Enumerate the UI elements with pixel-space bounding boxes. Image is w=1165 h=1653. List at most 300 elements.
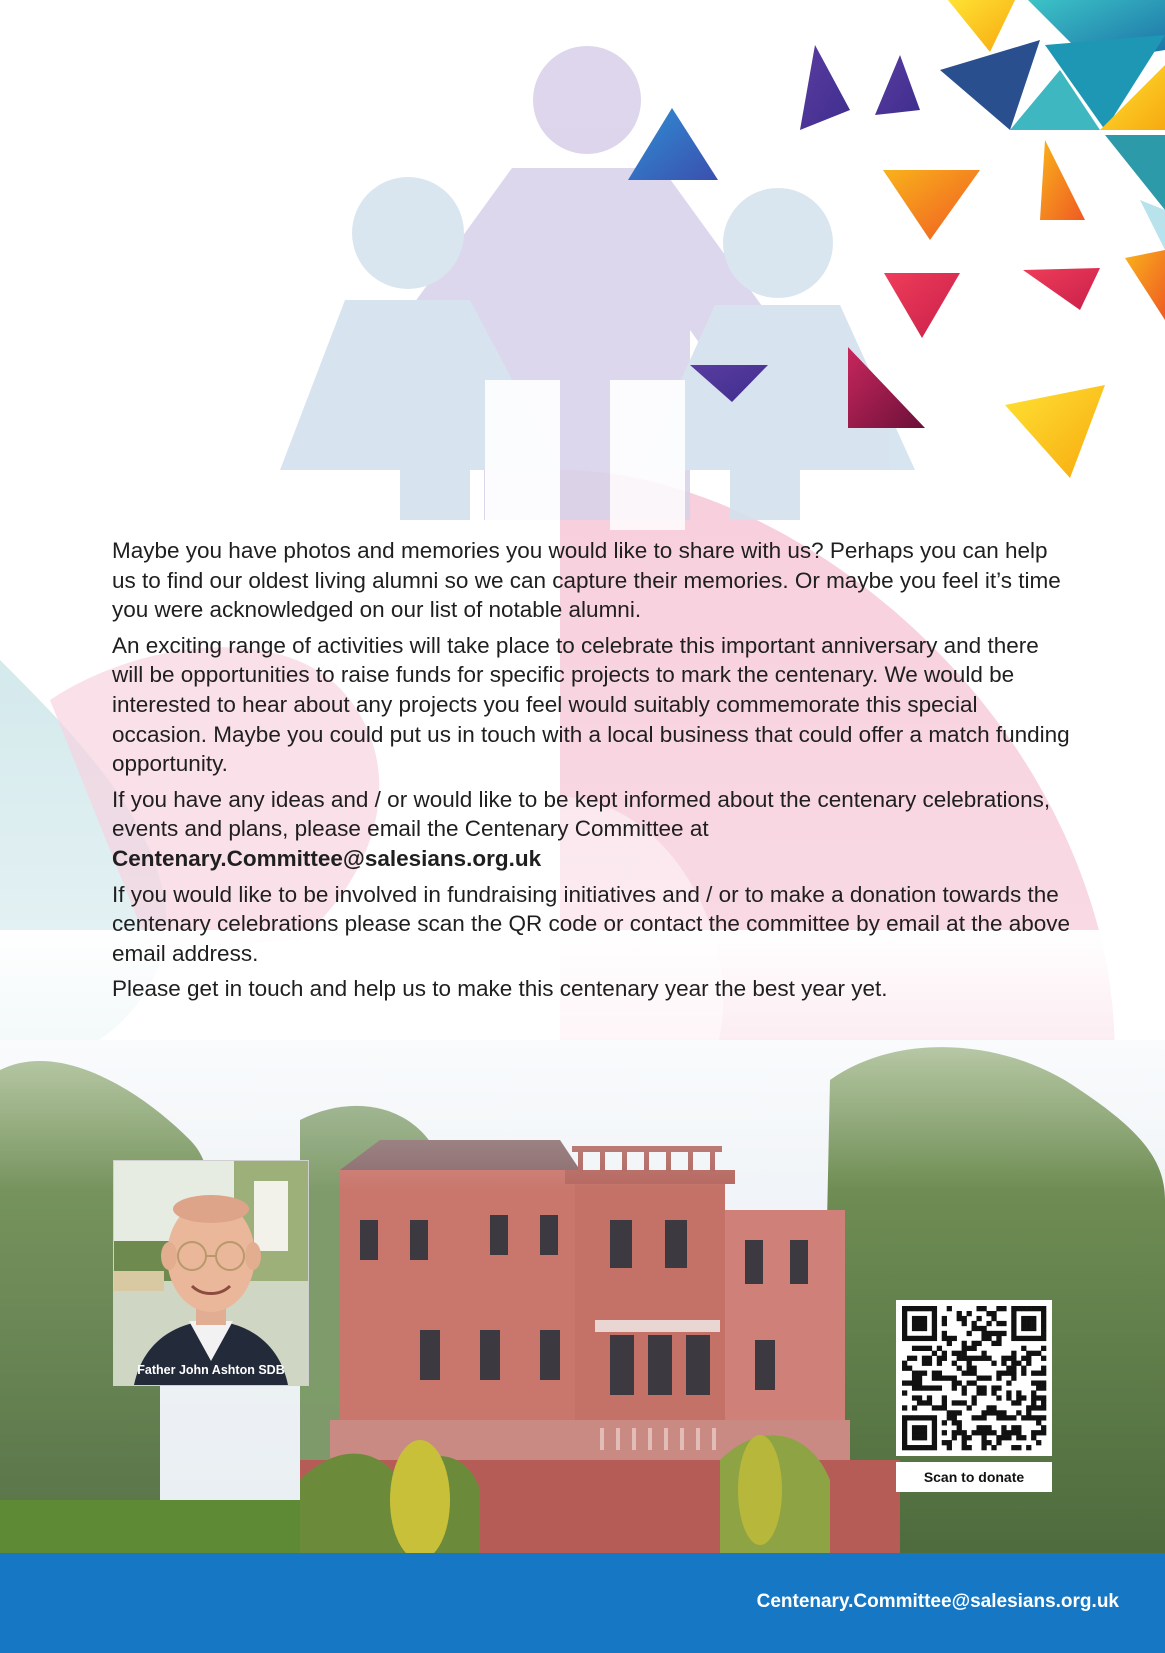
qr-module	[981, 1356, 986, 1361]
qr-module	[932, 1311, 937, 1316]
qr-module	[1021, 1321, 1026, 1326]
qr-module	[967, 1366, 972, 1371]
qr-module	[922, 1435, 927, 1440]
qr-module	[1001, 1371, 1006, 1376]
qr-module	[912, 1316, 917, 1321]
qr-module	[1016, 1425, 1021, 1430]
qr-module	[942, 1376, 947, 1381]
qr-module	[986, 1405, 991, 1410]
qr-module	[1011, 1425, 1016, 1430]
qr-module	[937, 1376, 942, 1381]
qr-module	[917, 1346, 922, 1351]
qr-module	[932, 1445, 937, 1450]
qr-module	[927, 1336, 932, 1341]
qr-module	[1041, 1405, 1046, 1410]
qr-module	[972, 1430, 977, 1435]
qr-module	[976, 1430, 981, 1435]
contact-text: If you have any ideas and / or would like to be kept informed about the centenary celebrations, events and plans, please email the Centenary Committee at	[112, 786, 1051, 842]
qr-module	[996, 1341, 1001, 1346]
qr-module	[972, 1356, 977, 1361]
qr-module	[937, 1405, 942, 1410]
qr-module	[922, 1400, 927, 1405]
qr-module	[976, 1376, 981, 1381]
qr-module	[1031, 1380, 1036, 1385]
qr-module	[967, 1435, 972, 1440]
qr-module	[1001, 1425, 1006, 1430]
qr-module	[1011, 1331, 1016, 1336]
qr-module	[1041, 1346, 1046, 1351]
qr-module	[1036, 1440, 1041, 1445]
qr-module	[962, 1385, 967, 1390]
qr-module	[902, 1415, 907, 1420]
qr-module	[991, 1390, 996, 1395]
qr-module	[996, 1395, 1001, 1400]
qr-module	[902, 1326, 907, 1331]
qr-module	[922, 1346, 927, 1351]
qr-module	[1011, 1306, 1016, 1311]
qr-module	[967, 1380, 972, 1385]
qr-module	[1041, 1430, 1046, 1435]
qr-module	[952, 1410, 957, 1415]
qr-module	[1026, 1336, 1031, 1341]
qr-module	[1011, 1445, 1016, 1450]
body-text	[112, 536, 1072, 1010]
qr-module	[947, 1306, 952, 1311]
qr-module	[1006, 1356, 1011, 1361]
qr-module	[932, 1385, 937, 1390]
qr-module	[942, 1351, 947, 1356]
qr-module	[1026, 1445, 1031, 1450]
qr-module	[972, 1321, 977, 1326]
qr-module	[1011, 1311, 1016, 1316]
qr-module	[986, 1356, 991, 1361]
qr-module	[947, 1410, 952, 1415]
qr-module	[981, 1415, 986, 1420]
qr-module	[1016, 1395, 1021, 1400]
qr-module	[976, 1385, 981, 1390]
qr-module	[952, 1351, 957, 1356]
qr-module	[1041, 1336, 1046, 1341]
paragraph-fundraising: If you would like to be involved in fundraising initiatives and / or to make a donation towards the centenary celebrations please scan the QR code or contact the committee by email at the above email address.	[112, 881, 1071, 966]
qr-module	[1011, 1415, 1016, 1420]
qr-module	[912, 1356, 917, 1361]
qr-module	[981, 1385, 986, 1390]
qr-module	[972, 1415, 977, 1420]
qr-module	[1021, 1371, 1026, 1376]
qr-module	[932, 1415, 937, 1420]
qr-module	[1006, 1380, 1011, 1385]
qr-module	[932, 1440, 937, 1445]
qr-module	[912, 1395, 917, 1400]
qr-module	[991, 1316, 996, 1321]
qr-module	[1041, 1331, 1046, 1336]
qr-module	[957, 1420, 962, 1425]
qr-module	[996, 1435, 1001, 1440]
qr-module	[1006, 1430, 1011, 1435]
qr-module	[1036, 1420, 1041, 1425]
qr-module	[922, 1306, 927, 1311]
qr-module	[952, 1380, 957, 1385]
qr-module	[1001, 1410, 1006, 1415]
qr-module	[1011, 1321, 1016, 1326]
qr-module	[1011, 1336, 1016, 1341]
qr-module	[942, 1395, 947, 1400]
qr-module	[1001, 1435, 1006, 1440]
qr-module	[922, 1321, 927, 1326]
qr-module	[932, 1306, 937, 1311]
qr-module	[1031, 1321, 1036, 1326]
qr-module	[912, 1405, 917, 1410]
qr-module	[1041, 1366, 1046, 1371]
qr-module	[1036, 1415, 1041, 1420]
qr-module	[1021, 1316, 1026, 1321]
qr-module	[1011, 1400, 1016, 1405]
qr-module	[957, 1366, 962, 1371]
qr-module	[962, 1435, 967, 1440]
qr-module	[957, 1430, 962, 1435]
qr-module	[976, 1326, 981, 1331]
qr-module	[1021, 1326, 1026, 1331]
qr-module	[917, 1435, 922, 1440]
qr-module	[927, 1400, 932, 1405]
qr-module	[1036, 1351, 1041, 1356]
qr-module	[957, 1425, 962, 1430]
qr-module	[917, 1336, 922, 1341]
garden-shrubs	[300, 1454, 480, 1553]
qr-module	[1006, 1390, 1011, 1395]
qr-code-image	[896, 1300, 1052, 1456]
paragraph-photos-memories: Maybe you have photos and memories you would like to share with us? Perhaps you can help us to find our oldest living alumni so we can capture their memories. Or maybe you feel it’s time you were acknowledged on our list of notable alumni.	[112, 538, 1061, 623]
qr-module	[917, 1400, 922, 1405]
qr-module	[976, 1425, 981, 1430]
qr-module	[937, 1356, 942, 1361]
qr-module	[967, 1311, 972, 1316]
qr-module	[942, 1430, 947, 1435]
qr-module	[907, 1306, 912, 1311]
qr-module	[902, 1440, 907, 1445]
qr-module	[902, 1435, 907, 1440]
qr-module	[927, 1306, 932, 1311]
qr-module	[902, 1331, 907, 1336]
qr-module	[947, 1336, 952, 1341]
qr-module	[962, 1440, 967, 1445]
qr-module	[932, 1326, 937, 1331]
qr-module	[912, 1321, 917, 1326]
qr-module	[1041, 1326, 1046, 1331]
qr-module	[922, 1385, 927, 1390]
qr-module	[1011, 1371, 1016, 1376]
qr-module	[972, 1326, 977, 1331]
qr-module	[996, 1376, 1001, 1381]
qr-module	[927, 1445, 932, 1450]
qr-module	[902, 1316, 907, 1321]
qr-module	[932, 1316, 937, 1321]
qr-module	[937, 1361, 942, 1366]
qr-module	[1006, 1371, 1011, 1376]
qr-module	[902, 1306, 907, 1311]
qr-module	[932, 1420, 937, 1425]
qr-module	[986, 1425, 991, 1430]
portrait-photo	[113, 1160, 309, 1386]
qr-module	[996, 1385, 1001, 1390]
qr-module	[912, 1445, 917, 1450]
qr-module	[1011, 1430, 1016, 1435]
qr-module	[912, 1306, 917, 1311]
qr-module	[937, 1346, 942, 1351]
qr-module	[912, 1430, 917, 1435]
qr-module	[1026, 1415, 1031, 1420]
qr-module	[967, 1371, 972, 1376]
qr-module	[922, 1356, 927, 1361]
qr-module	[1021, 1306, 1026, 1311]
qr-module	[952, 1385, 957, 1390]
qr-module	[1041, 1311, 1046, 1316]
qr-module	[1036, 1385, 1041, 1390]
qr-module	[917, 1326, 922, 1331]
qr-module	[922, 1371, 927, 1376]
qr-module	[1001, 1331, 1006, 1336]
qr-module	[991, 1410, 996, 1415]
qr-module	[927, 1346, 932, 1351]
qr-module	[1031, 1435, 1036, 1440]
qr-module	[932, 1376, 937, 1381]
qr-module	[976, 1390, 981, 1395]
qr-module	[981, 1390, 986, 1395]
qr-module	[981, 1336, 986, 1341]
qr-module	[986, 1336, 991, 1341]
qr-module	[981, 1440, 986, 1445]
qr-module	[952, 1430, 957, 1435]
qr-module	[967, 1405, 972, 1410]
qr-module	[907, 1366, 912, 1371]
qr-module	[1031, 1306, 1036, 1311]
qr-module	[991, 1361, 996, 1366]
qr-module	[962, 1371, 967, 1376]
qr-module	[902, 1425, 907, 1430]
qr-module	[932, 1371, 937, 1376]
qr-module	[1026, 1410, 1031, 1415]
qr-module	[1021, 1415, 1026, 1420]
qr-module	[1021, 1395, 1026, 1400]
qr-module	[996, 1331, 1001, 1336]
qr-module	[957, 1400, 962, 1405]
qr-module	[1001, 1306, 1006, 1311]
qr-module	[1006, 1395, 1011, 1400]
qr-module	[927, 1415, 932, 1420]
qr-module	[1021, 1346, 1026, 1351]
qr-module	[922, 1445, 927, 1450]
qr-module	[912, 1346, 917, 1351]
qr-module	[962, 1351, 967, 1356]
qr-module	[902, 1336, 907, 1341]
qr-module	[1041, 1425, 1046, 1430]
qr-module	[1036, 1405, 1041, 1410]
qr-module	[1006, 1415, 1011, 1420]
footer-band	[0, 1553, 1165, 1653]
qr-module	[952, 1361, 957, 1366]
qr-module	[981, 1351, 986, 1356]
qr-module	[962, 1341, 967, 1346]
qr-module	[947, 1376, 952, 1381]
qr-module	[917, 1415, 922, 1420]
qr-module	[967, 1445, 972, 1450]
qr-module	[922, 1430, 927, 1435]
qr-module	[1036, 1306, 1041, 1311]
qr-module	[1041, 1395, 1046, 1400]
qr-module	[912, 1326, 917, 1331]
qr-module	[1041, 1385, 1046, 1390]
qr-module	[902, 1311, 907, 1316]
qr-module	[932, 1351, 937, 1356]
qr-module	[912, 1376, 917, 1381]
qr-module	[947, 1341, 952, 1346]
qr-module	[932, 1425, 937, 1430]
qr-module	[1011, 1366, 1016, 1371]
qr-module	[991, 1445, 996, 1450]
qr-module	[962, 1400, 967, 1405]
paragraph-activities: An exciting range of activities will take place to celebrate this important anniversary and there will be opportunities to raise funds for specific projects to mark the centenary. We would be interested to hear about any projects you feel would suitably commemorate this special occasion. Maybe you could put us in touch with a local business that could offer a match funding opportunity.	[112, 632, 1070, 777]
qr-module	[991, 1341, 996, 1346]
qr-module	[937, 1385, 942, 1390]
qr-module	[1011, 1316, 1016, 1321]
qr-module	[1006, 1435, 1011, 1440]
qr-module	[912, 1415, 917, 1420]
qr-module	[912, 1371, 917, 1376]
qr-module	[1031, 1415, 1036, 1420]
qr-module	[1001, 1430, 1006, 1435]
qr-module	[972, 1371, 977, 1376]
qr-module	[957, 1311, 962, 1316]
qr-module	[942, 1420, 947, 1425]
qr-module	[1031, 1316, 1036, 1321]
qr-module	[976, 1306, 981, 1311]
qr-module	[1041, 1306, 1046, 1311]
qr-module	[902, 1420, 907, 1425]
qr-module	[907, 1380, 912, 1385]
qr-module	[957, 1356, 962, 1361]
qr-module	[957, 1380, 962, 1385]
qr-module	[1016, 1445, 1021, 1450]
qr-module	[1006, 1366, 1011, 1371]
qr-module	[986, 1410, 991, 1415]
qr-module	[937, 1371, 942, 1376]
qr-module	[912, 1385, 917, 1390]
qr-module	[912, 1435, 917, 1440]
portrait-caption: Father John Ashton SDB	[137, 1363, 285, 1377]
qr-module	[991, 1405, 996, 1410]
qr-module	[1026, 1321, 1031, 1326]
qr-module	[962, 1430, 967, 1435]
qr-module	[932, 1321, 937, 1326]
qr-module	[981, 1425, 986, 1430]
qr-module	[952, 1336, 957, 1341]
qr-module	[1026, 1361, 1031, 1366]
qr-code[interactable]	[896, 1300, 1052, 1456]
qr-module	[981, 1376, 986, 1381]
qr-module	[981, 1445, 986, 1450]
qr-module	[1021, 1356, 1026, 1361]
qr-module	[962, 1321, 967, 1326]
qr-module	[962, 1356, 967, 1361]
footer-email-link[interactable]: Centenary.Committee@salesians.org.uk	[756, 1591, 1119, 1612]
qr-module	[917, 1425, 922, 1430]
qr-module	[991, 1331, 996, 1336]
qr-module	[1041, 1415, 1046, 1420]
qr-module	[986, 1331, 991, 1336]
qr-module	[1026, 1316, 1031, 1321]
qr-module	[902, 1321, 907, 1326]
qr-module	[991, 1385, 996, 1390]
qr-module	[972, 1346, 977, 1351]
qr-module	[976, 1341, 981, 1346]
qr-module	[1031, 1400, 1036, 1405]
qr-module	[917, 1445, 922, 1450]
paragraph-closing: Please get in touch and help us to make this centenary year the best year yet.	[112, 976, 888, 1002]
qr-module	[917, 1380, 922, 1385]
qr-module	[942, 1336, 947, 1341]
qr-module	[1031, 1326, 1036, 1331]
qr-module	[907, 1356, 912, 1361]
contact-email-link[interactable]: Centenary.Committee@salesians.org.uk	[112, 845, 542, 871]
qr-module	[996, 1410, 1001, 1415]
qr-module	[1026, 1405, 1031, 1410]
qr-module	[1031, 1371, 1036, 1376]
qr-module	[922, 1316, 927, 1321]
qr-module	[1021, 1435, 1026, 1440]
qr-module	[902, 1361, 907, 1366]
qr-module	[942, 1321, 947, 1326]
qr-module	[912, 1425, 917, 1430]
qr-module	[996, 1371, 1001, 1376]
qr-module	[952, 1415, 957, 1420]
qr-module	[1011, 1326, 1016, 1331]
qr-module	[996, 1306, 1001, 1311]
qr-module	[1026, 1356, 1031, 1361]
qr-module	[952, 1435, 957, 1440]
qr-module	[962, 1346, 967, 1351]
qr-module	[932, 1435, 937, 1440]
qr-module	[976, 1356, 981, 1361]
qr-module	[942, 1440, 947, 1445]
qr-module	[972, 1341, 977, 1346]
qr-module	[902, 1430, 907, 1435]
qr-module	[1011, 1356, 1016, 1361]
qr-module	[947, 1440, 952, 1445]
qr-module	[1036, 1380, 1041, 1385]
qr-module	[962, 1390, 967, 1395]
qr-module	[1041, 1380, 1046, 1385]
qr-module	[902, 1445, 907, 1450]
qr-module	[947, 1445, 952, 1450]
qr-module	[1016, 1336, 1021, 1341]
qr-module	[902, 1380, 907, 1385]
qr-module	[942, 1356, 947, 1361]
qr-module	[917, 1430, 922, 1435]
qr-module	[981, 1331, 986, 1336]
qr-module	[962, 1316, 967, 1321]
qr-module	[967, 1346, 972, 1351]
qr-module	[1031, 1336, 1036, 1341]
qr-module	[932, 1331, 937, 1336]
qr-module	[986, 1440, 991, 1445]
qr-module	[1041, 1321, 1046, 1326]
qr-module	[1016, 1410, 1021, 1415]
qr-module	[972, 1400, 977, 1405]
qr-module	[917, 1316, 922, 1321]
qr-module	[912, 1380, 917, 1385]
qr-module	[947, 1415, 952, 1420]
qr-module	[927, 1385, 932, 1390]
